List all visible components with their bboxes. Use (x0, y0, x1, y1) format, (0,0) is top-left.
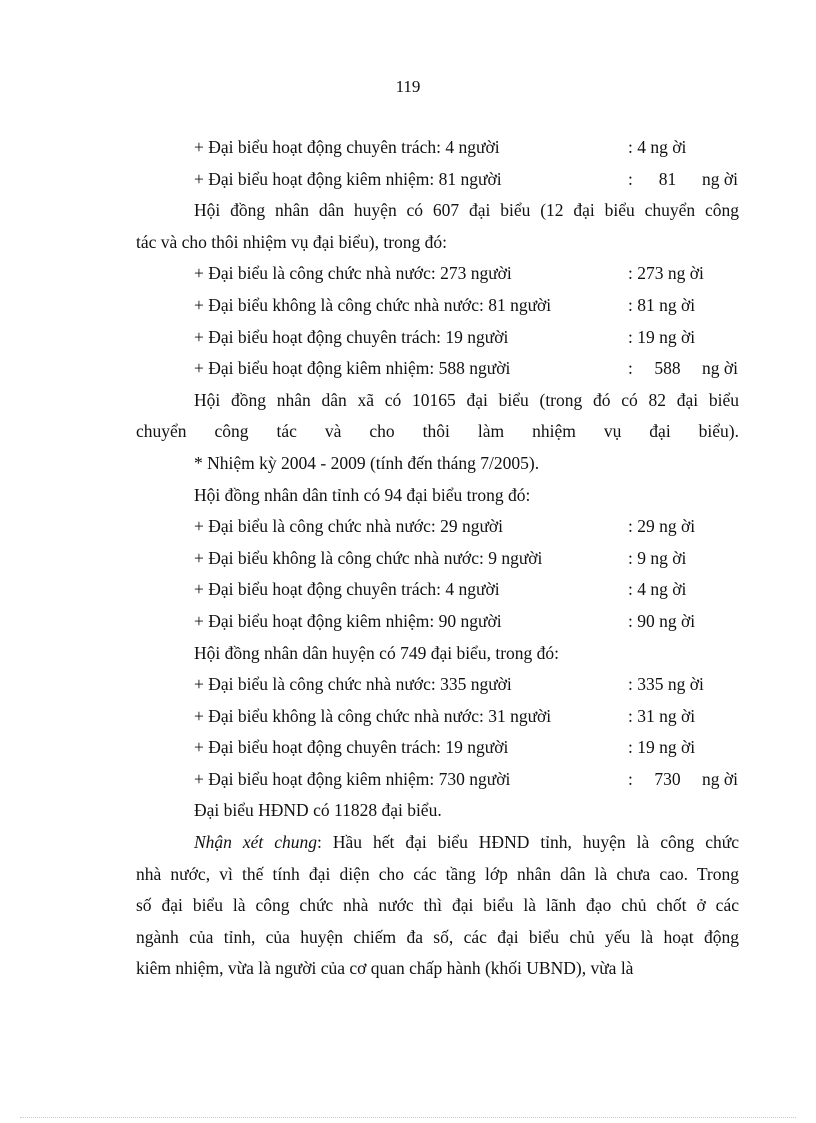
item-value: : 4 ng ời (628, 579, 687, 600)
item-label: + Đại biểu hoạt động kiêm nhiệm: 90 người (194, 610, 502, 631)
item-value: : 273 ng ời (628, 263, 704, 284)
list-item (0, 574, 816, 606)
paragraph-line: ngành của tỉnh, của huyện chiếm đa số, các đại biểu chủ yếu là hoạt động (136, 926, 739, 947)
item-value: : 81 ng ời (628, 168, 738, 189)
item-value: : 9 ng ời (628, 547, 687, 568)
item-label: + Đại biểu hoạt động chuyên trách: 4 người (194, 137, 500, 157)
list-item (0, 132, 816, 164)
list-item (0, 353, 816, 385)
item-label: + Đại biểu là công chức nhà nước: 335 người (194, 674, 512, 695)
item-value: : 730 ng ời (628, 768, 738, 789)
item-value: : 29 ng ời (628, 516, 696, 537)
item-value: : 81 ng ời (628, 294, 696, 315)
commune-total: Đại biểu HĐND có 11828 đại biểu. (194, 800, 442, 821)
item-value: : 588 ng ời (628, 358, 738, 379)
paragraph-line: Hội đồng nhân dân huyện có 607 đại biểu (12 đại biểu chuyển công (194, 200, 739, 221)
paragraph-line: số đại biểu là công chức nhà nước thì đại biểu là lãnh đạo chủ chốt ở các (136, 895, 739, 916)
page-number: 119 (395, 77, 421, 96)
paragraph-line: tác và cho thôi nhiệm vụ đại biểu), trong đó: (136, 231, 448, 252)
item-value: : 90 ng ời (628, 610, 696, 631)
item-value: : 31 ng ời (628, 705, 696, 726)
item-value: : 4 ng ời (628, 137, 687, 157)
item-label: + Đại biểu hoạt động kiêm nhiệm: 730 người (194, 768, 511, 789)
item-label: + Đại biểu hoạt động chuyên trách: 19 người (194, 326, 509, 347)
item-value: : 19 ng ời (628, 326, 696, 347)
paragraph-line: kiêm nhiệm, vừa là người của cơ quan chấp hành (khối UBND), vừa là (136, 958, 634, 979)
item-value: : 335 ng ời (628, 674, 704, 695)
item-label: + Đại biểu không là công chức nhà nước: 9 người (194, 547, 543, 568)
list-item (0, 511, 816, 543)
list-item (0, 764, 816, 796)
list-item (0, 669, 816, 701)
list-item (0, 290, 816, 322)
list-item (0, 164, 816, 196)
remark-lead: Nhận xét chung (194, 832, 318, 853)
item-label: + Đại biểu hoạt động chuyên trách: 19 người (194, 737, 509, 758)
list-item (0, 606, 816, 638)
item-label: + Đại biểu hoạt động kiêm nhiệm: 81 người (194, 168, 502, 189)
list-item (0, 701, 816, 733)
item-label: + Đại biểu không là công chức nhà nước: 31 người (194, 705, 552, 726)
list-item (0, 258, 816, 290)
item-label: + Đại biểu là công chức nhà nước: 273 người (194, 263, 512, 284)
paragraph-line: Nhận xét chung: Hầu hết đại biểu HĐND tỉnh, huyện là công chức (194, 832, 739, 853)
document-body (0, 132, 816, 985)
list-item (0, 322, 816, 354)
footer-divider (20, 1117, 796, 1118)
item-value: : 19 ng ời (628, 737, 696, 758)
list-item (0, 543, 816, 575)
term-heading: * Nhiệm kỳ 2004 - 2009 (tính đến tháng 7/2005). (194, 452, 540, 473)
item-label: + Đại biểu hoạt động kiêm nhiệm: 588 người (194, 358, 511, 379)
paragraph-line: Hội đồng nhân dân xã có 10165 đại biểu (trong đó có 82 đại biểu (194, 389, 739, 410)
province-heading: Hội đồng nhân dân tỉnh có 94 đại biểu trong đó: (194, 484, 531, 505)
item-label: + Đại biểu là công chức nhà nước: 29 người (194, 516, 504, 537)
item-label: + Đại biểu hoạt động chuyên trách: 4 người (194, 579, 500, 600)
district-heading: Hội đồng nhân dân huyện có 749 đại biểu, trong đó: (194, 642, 560, 663)
paragraph-line: chuyển công tác và cho thôi làm nhiệm vụ đại biểu). (136, 421, 739, 442)
paragraph-line: nhà nước, vì thế tính đại diện cho các tầng lớp nhân dân là chưa cao. Trong (136, 863, 739, 884)
list-item (0, 732, 816, 764)
item-label: + Đại biểu không là công chức nhà nước: 81 người (194, 294, 552, 315)
